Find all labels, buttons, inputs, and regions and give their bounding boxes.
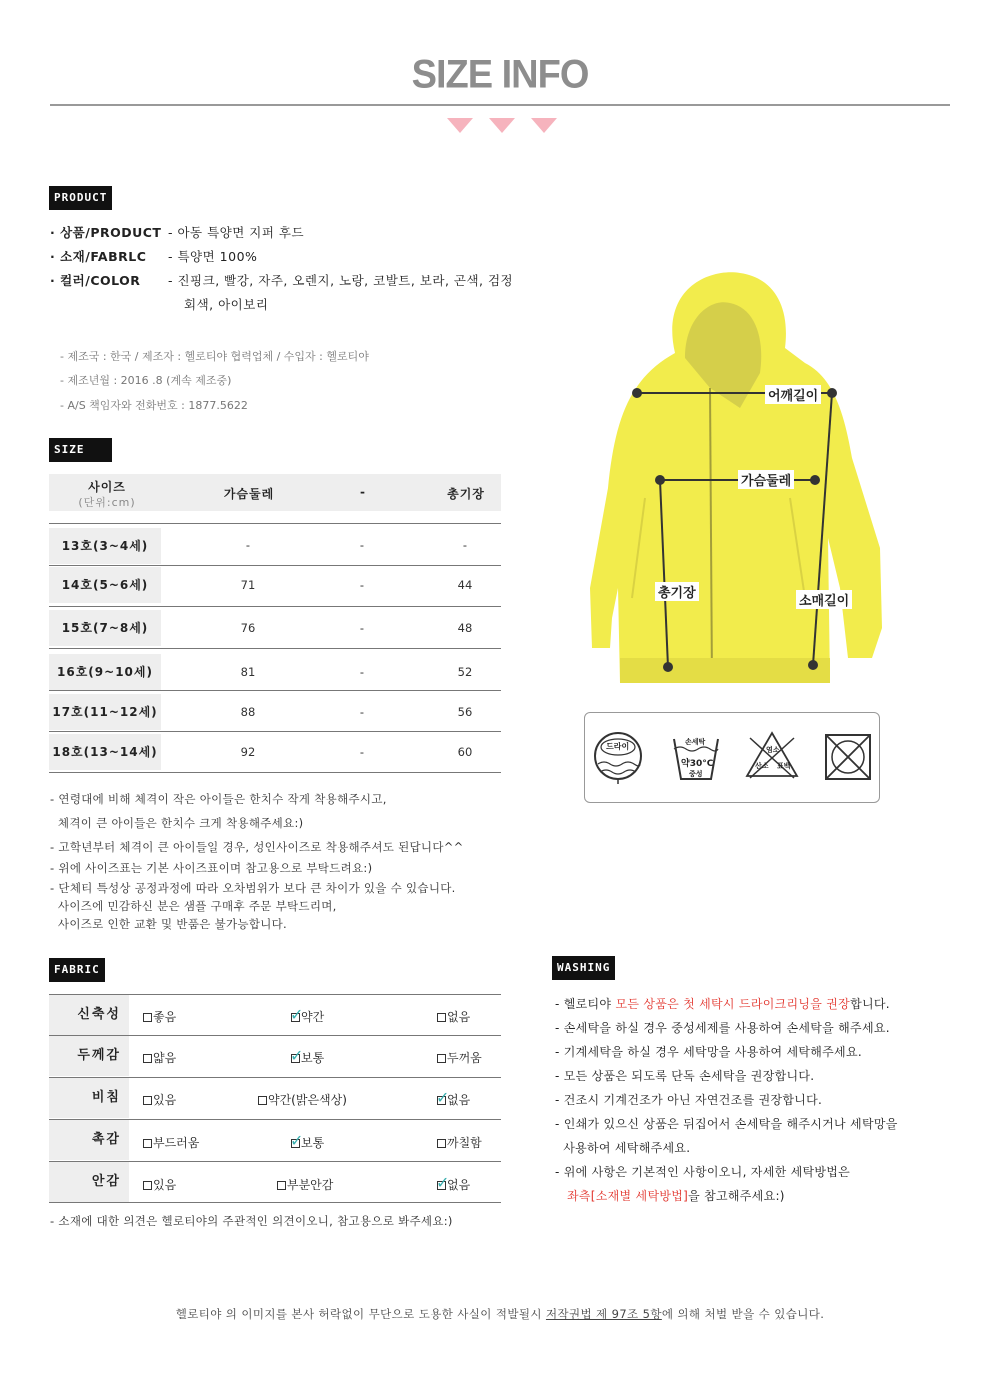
size-note: - 위에 사이즈표는 기본 사이즈표이며 참고용으로 부탁드려요:)	[50, 861, 373, 875]
size-cell: 81	[240, 665, 256, 679]
size-cell: 44	[457, 578, 473, 592]
measure-dot	[827, 388, 837, 398]
product-key: · 상품/PRODUCT	[50, 225, 162, 240]
washing-line: 좌측[소재별 세탁방법]을 참고해주세요:)	[567, 1189, 785, 1203]
washing-line: - 모든 상품은 되도록 단독 손세탁을 권장합니다.	[555, 1069, 815, 1083]
law-link: 저작권법 제 97조 5항	[545, 1307, 662, 1321]
size-col-length: 총기장	[447, 487, 485, 501]
size-cell: -	[359, 538, 365, 552]
size-row-label: 15호(7~8세)	[49, 610, 161, 646]
size-cell: 92	[240, 745, 256, 759]
product-color-row	[50, 271, 514, 289]
down-triangle-icon	[489, 118, 515, 133]
checkbox[interactable]	[437, 1139, 446, 1148]
product-color-cont: 회색, 아이보리	[184, 297, 269, 312]
check-icon: ✓	[290, 1046, 304, 1065]
measure-dot	[663, 662, 673, 672]
size-row-label: 17호(11~12세)	[49, 694, 161, 730]
fabric-option[interactable]: 없음	[437, 1008, 470, 1025]
size-note: 사이즈에 민감하신 분은 샘플 구매후 주문 부탁드리며,	[50, 899, 337, 913]
dry-clean-icon	[592, 730, 644, 784]
size-note: 사이즈로 인한 교환 및 반품은 불가능합니다.	[50, 917, 288, 931]
size-cell: -	[245, 538, 251, 552]
dry-icon-label: 드라이	[606, 742, 630, 751]
fabric-option[interactable]: 얇음	[143, 1049, 176, 1066]
product-value: - 아동 특양면 지퍼 후드	[168, 225, 305, 240]
fabric-option[interactable]: 있음	[143, 1176, 176, 1193]
checkbox[interactable]	[143, 1096, 152, 1105]
checkbox[interactable]	[437, 1054, 446, 1063]
check-icon: ✓	[290, 1005, 304, 1024]
size-cell: -	[359, 745, 365, 759]
washing-line: - 건조시 기계건조가 아닌 자연건조를 권장합니다.	[555, 1093, 823, 1107]
down-triangle-icon	[531, 118, 557, 133]
product-value: - 진핑크, 빨강, 자주, 오렌지, 노랑, 코발트, 보라, 곤색, 검정	[168, 273, 514, 288]
checkbox[interactable]	[143, 1054, 152, 1063]
checkbox-checked[interactable]	[436, 1173, 450, 1192]
size-cell: 76	[240, 621, 256, 635]
size-cell: 48	[457, 621, 473, 635]
measure-label-shoulder: 어깨길이	[765, 385, 821, 404]
size-note: - 단체티 특성상 공정과정에 따라 오차범위가 보다 큰 차이가 있을 수 있습니다.	[50, 881, 456, 895]
size-note: 체격이 큰 아이들은 한치수 크게 착용해주세요:)	[50, 816, 304, 830]
fabric-option-checked[interactable]: ✓ 보통	[290, 1046, 325, 1065]
checkbox[interactable]	[277, 1181, 286, 1190]
size-note: - 연령대에 비해 체격이 작은 아이들은 한치수 작게 착용해주시고,	[50, 792, 387, 806]
size-cell: -	[462, 538, 468, 552]
fabric-note: - 소재에 대한 의견은 헬로티야의 주관적인 의견이오니, 참고용으로 봐주세요:)	[50, 1214, 453, 1228]
no-tumble-dry-icon	[824, 733, 872, 781]
measure-dot	[808, 660, 818, 670]
check-icon: ✓	[436, 1173, 450, 1192]
fabric-table	[49, 994, 501, 1204]
chlorine-icon-label: 염소	[766, 746, 780, 754]
washing-line: 사용하여 세탁해주세요.	[555, 1141, 691, 1155]
temp-icon-label: 약30°C	[681, 759, 714, 769]
size-cell: 56	[457, 705, 473, 719]
size-head-label: 사이즈	[88, 480, 126, 494]
product-section-label: PRODUCT	[49, 186, 112, 210]
size-cell: -	[359, 665, 365, 679]
size-col-dash: -	[360, 485, 366, 499]
size-col-chest: 가슴둘레	[223, 487, 275, 501]
checkbox[interactable]	[258, 1096, 267, 1105]
washing-line: - 손세탁을 하실 경우 중성세제를 사용하여 손세탁을 해주세요.	[555, 1021, 890, 1035]
fabric-option-checked[interactable]: ✓ 보통	[290, 1131, 325, 1150]
fabric-row-label: 안감	[49, 1162, 129, 1202]
fabric-option[interactable]: 약간(밝은색상)	[258, 1091, 347, 1108]
checkbox[interactable]	[143, 1139, 152, 1148]
title-divider	[50, 104, 950, 106]
fabric-option[interactable]: 두꺼움	[437, 1049, 482, 1066]
fabric-option[interactable]: 있음	[143, 1091, 176, 1108]
meta-as: - A/S 책임자와 전화번호 : 1877.5622	[60, 399, 248, 412]
checkbox[interactable]	[437, 1013, 446, 1022]
fabric-option[interactable]: 좋음	[143, 1008, 176, 1025]
checkbox-checked[interactable]	[290, 1131, 304, 1150]
size-cell: 71	[240, 578, 256, 592]
checkbox-checked[interactable]	[436, 1088, 450, 1107]
copyright-footer: 헬로티야 의 이미지를 본사 허락없이 무단으로 도용한 사실이 적발될시 저작권법 제 97조 5항에 의해 처벌 받을 수 있습니다.	[175, 1307, 825, 1321]
fabric-option-checked[interactable]: ✓ 없음	[436, 1088, 471, 1107]
measure-label-chest: 가슴둘레	[738, 470, 794, 489]
down-triangle-icon	[447, 118, 473, 133]
washing-line: - 기계세탁을 하실 경우 세탁망을 사용하여 세탁해주세요.	[555, 1045, 862, 1059]
product-value: - 특양면 100%	[168, 249, 258, 264]
measure-dot	[632, 388, 642, 398]
checkbox[interactable]	[143, 1181, 152, 1190]
fabric-option-checked[interactable]: ✓ 약간	[290, 1005, 325, 1024]
check-icon: ✓	[436, 1088, 450, 1107]
fabric-option[interactable]: 부분안감	[277, 1176, 333, 1193]
product-key: · 컬러/COLOR	[50, 273, 141, 288]
fabric-option-checked[interactable]: ✓ 없음	[436, 1173, 471, 1192]
fabric-row-label: 두께감	[49, 1036, 129, 1076]
washing-line: - 헬로티야 모든 상품은 첫 세탁시 드라이크리닝을 권장합니다.	[555, 997, 890, 1011]
size-row-label: 18호(13~14세)	[49, 734, 161, 770]
hem-band	[620, 658, 830, 683]
fabric-section-label: FABRIC	[49, 958, 105, 982]
neutral-icon-label: 중성	[689, 770, 703, 778]
size-row-label: 13호(3~4세)	[49, 528, 161, 564]
bleach-icon-label: 표백	[777, 762, 791, 770]
size-note: - 고학년부터 체격이 큰 아이들일 경우, 성인사이즈로 착용해주셔도 된답니다^^	[50, 840, 464, 854]
size-cell: 88	[240, 705, 256, 719]
no-bleach-icon	[744, 730, 800, 780]
size-cell: 52	[457, 665, 473, 679]
size-section-label: SIZE	[49, 438, 112, 462]
washing-section-label: WASHING	[552, 956, 615, 980]
product-material-row	[50, 247, 258, 265]
meta-date: - 제조년월 : 2016 .8 (계속 제조중)	[60, 374, 232, 387]
size-cell: -	[359, 705, 365, 719]
fabric-option[interactable]: 까칠함	[437, 1134, 482, 1151]
washing-line: - 위에 사항은 기본적인 사항이오니, 자세한 세탁방법은	[555, 1165, 851, 1179]
checkbox-checked[interactable]	[290, 1005, 304, 1024]
checkbox-checked[interactable]	[290, 1046, 304, 1065]
product-key: · 소재/FABRLC	[50, 249, 147, 264]
fabric-row-label: 비침	[49, 1078, 129, 1118]
measure-dot	[655, 475, 665, 485]
size-head-unit: (단위:cm)	[78, 496, 136, 509]
fabric-option[interactable]: 부드러움	[143, 1134, 199, 1151]
fabric-row-label: 촉감	[49, 1120, 129, 1160]
size-row-label: 16호(9~10세)	[49, 654, 161, 690]
product-name-row	[50, 223, 305, 241]
oxygen-icon-label: 산소	[755, 762, 769, 770]
measure-label-length: 총기장	[655, 582, 699, 601]
measure-label-sleeve: 소매길이	[796, 590, 852, 609]
size-cell: -	[359, 578, 365, 592]
fabric-row-label: 신축성	[49, 995, 129, 1035]
hand-icon-label: 손세탁	[685, 738, 706, 746]
meta-origin: - 제조국 : 한국 / 제조자 : 헬로티야 협력업체 / 수입자 : 헬로티야	[60, 350, 369, 363]
size-table-header	[49, 474, 501, 511]
checkbox[interactable]	[143, 1013, 152, 1022]
page-title: SIZE INFO	[411, 52, 589, 98]
check-icon: ✓	[290, 1131, 304, 1150]
size-row-label: 14호(5~6세)	[49, 567, 161, 603]
size-cell: 60	[457, 745, 473, 759]
measure-dot	[810, 475, 820, 485]
washing-line: - 인쇄가 있으신 상품은 뒤집어서 손세탁을 해주시거나 세탁망을	[555, 1117, 898, 1131]
size-cell: -	[359, 621, 365, 635]
